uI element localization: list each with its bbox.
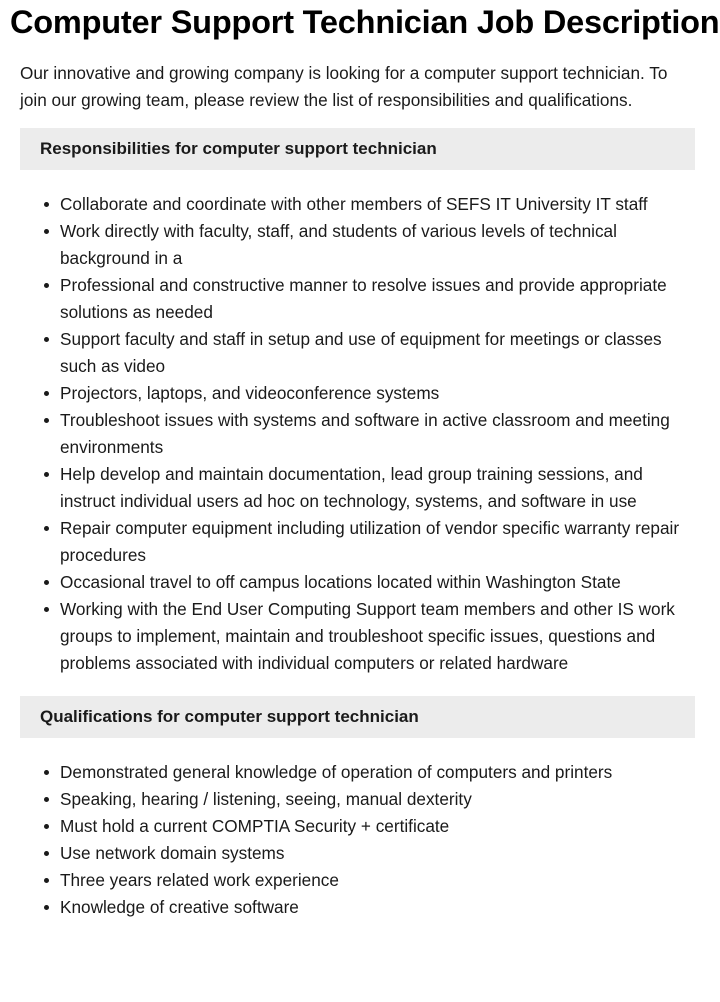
bullet-icon xyxy=(44,526,49,531)
bullet-icon xyxy=(44,797,49,802)
list-item-text: Knowledge of creative software xyxy=(60,897,299,917)
bullet-icon xyxy=(44,770,49,775)
bullet-icon xyxy=(44,824,49,829)
list-item xyxy=(60,326,700,380)
bullet-icon xyxy=(44,472,49,477)
list-item-text: Use network domain systems xyxy=(60,843,285,863)
responsibilities-list xyxy=(0,191,720,677)
list-item-text: Working with the End User Computing Support team members and other IS work groups to implement, maintain and troubleshoot specific issues, questions and problems associated with individual computers or related hardware xyxy=(60,599,675,673)
list-item xyxy=(60,407,700,461)
bullet-icon xyxy=(44,283,49,288)
qualifications-heading: Qualifications for computer support technician xyxy=(20,696,695,738)
bullet-icon xyxy=(44,607,49,612)
list-item-text: Repair computer equipment including utilization of vendor specific warranty repair procedures xyxy=(60,518,680,565)
qualifications-list xyxy=(0,759,720,921)
list-item xyxy=(60,786,700,813)
list-item xyxy=(60,461,700,515)
bullet-icon xyxy=(44,878,49,883)
list-item-text: Occasional travel to off campus locations located within Washington State xyxy=(60,572,621,592)
bullet-icon xyxy=(44,905,49,910)
list-item-text: Speaking, hearing / listening, seeing, manual dexterity xyxy=(60,789,472,809)
list-item-text: Work directly with faculty, staff, and students of various levels of technical background in a xyxy=(60,221,617,268)
list-item-text: Help develop and maintain documentation, lead group training sessions, and instruct individual users ad hoc on technology, systems, and software in use xyxy=(60,464,643,511)
bullet-icon xyxy=(44,202,49,207)
list-item xyxy=(60,894,700,921)
list-item xyxy=(60,380,700,407)
intro-paragraph: Our innovative and growing company is looking for a computer support technician. To join our growing team, please review the list of responsibilities and qualifications. xyxy=(20,63,668,110)
list-item-text: Professional and constructive manner to resolve issues and provide appropriate solutions as needed xyxy=(60,275,667,322)
list-item xyxy=(60,191,700,218)
list-item-text: Must hold a current COMPTIA Security + certificate xyxy=(60,816,450,836)
list-item xyxy=(60,272,700,326)
list-item xyxy=(60,596,700,677)
bullet-icon xyxy=(44,851,49,856)
bullet-icon xyxy=(44,418,49,423)
page-title: Computer Support Technician Job Description xyxy=(10,4,720,40)
list-item xyxy=(60,840,700,867)
bullet-icon xyxy=(44,337,49,342)
list-item-text: Projectors, laptops, and videoconference systems xyxy=(60,383,440,403)
list-item xyxy=(60,569,700,596)
list-item-text: Troubleshoot issues with systems and software in active classroom and meeting environments xyxy=(60,410,670,457)
list-item-text: Demonstrated general knowledge of operation of computers and printers xyxy=(60,762,613,782)
list-item-text: Collaborate and coordinate with other members of SEFS IT University IT staff xyxy=(60,194,648,214)
responsibilities-heading: Responsibilities for computer support technician xyxy=(20,128,695,170)
list-item xyxy=(60,515,700,569)
bullet-icon xyxy=(44,580,49,585)
bullet-icon xyxy=(44,229,49,234)
bullet-icon xyxy=(44,391,49,396)
list-item-text: Three years related work experience xyxy=(60,870,339,890)
list-item xyxy=(60,218,700,272)
list-item xyxy=(60,759,700,786)
list-item xyxy=(60,813,700,840)
list-item-text: Support faculty and staff in setup and use of equipment for meetings or classes such as video xyxy=(60,329,662,376)
list-item xyxy=(60,867,700,894)
